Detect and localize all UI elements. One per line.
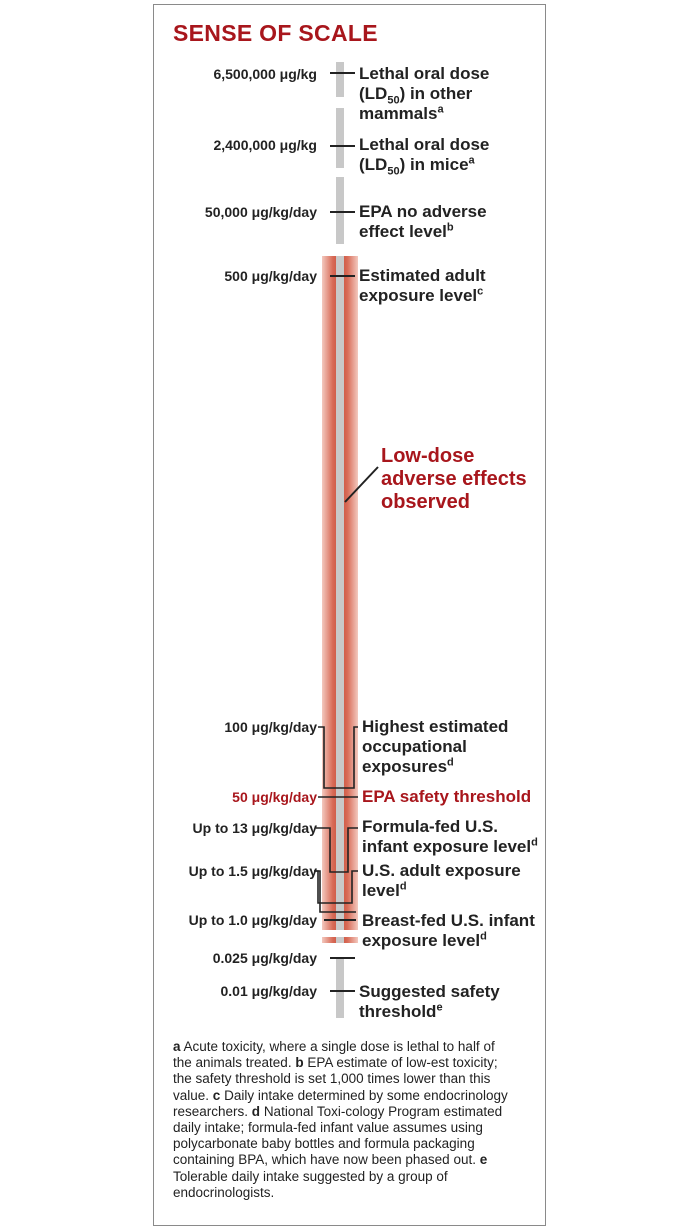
value-us-adult: Up to 1.5 μg/kg/day xyxy=(188,863,317,879)
footnote-text-b: EPA estimate of low-est toxicity; the safety threshold is set 1,000 times lower than this value. xyxy=(173,1055,498,1103)
label-lethal-mammals: Lethal oral dose $(LD_{50})$ in other mammals$^a$ xyxy=(359,64,490,123)
label-lethal-mice: Lethal oral dose $(LD_{50})$ in mice$^a$ xyxy=(359,135,490,178)
low-dose-annotation: Low-dose adverse effects observed xyxy=(381,445,527,513)
infographic-title: SENSE OF SCALE xyxy=(173,20,378,46)
value-occupational: 100 μg/kg/day xyxy=(224,719,317,735)
label-occupational: Highest estimated occupational exposures$^d$ xyxy=(362,717,509,776)
label-epa-safety-threshold: EPA safety threshold xyxy=(362,787,532,806)
footnote-text-c: Daily intake determined by some endocrinology researchers. xyxy=(173,1087,508,1119)
footnote-key-d: d xyxy=(251,1103,261,1119)
label-formula-fed-infant: Formula-fed U.S. infant exposure level$^d$ xyxy=(362,817,538,856)
value-formula-fed-infant: Up to 13 μg/kg/day xyxy=(192,820,317,836)
value-adult-exposure-estimate: 500 μg/kg/day xyxy=(224,268,317,284)
value-suggested-threshold: 0.01 μg/kg/day xyxy=(220,983,317,999)
value-breast-fed-infant: Up to 1.0 μg/kg/day xyxy=(188,912,317,928)
value-0025: 0.025 μg/kg/day xyxy=(212,950,317,966)
footnotes xyxy=(173,1039,513,1201)
label-suggested-threshold: Suggested safety threshold$^e$ xyxy=(359,982,500,1021)
label-breast-fed-infant: Breast-fed U.S. infant exposure level$^d$ xyxy=(362,911,535,950)
footnote-text-a: Acute toxicity, where a single dose is lethal to half of the animals treated. xyxy=(173,1039,495,1071)
label-epa-no-adverse: EPA no adverse effect level$^b$ xyxy=(359,202,487,241)
footnote-key-b: b xyxy=(295,1055,304,1071)
label-us-adult: U.S. adult exposure level$^d$ xyxy=(362,861,521,900)
footnote-key-c: c xyxy=(212,1087,221,1103)
footnote-text-e: Tolerable daily intake suggested by a group of endocrinologists. xyxy=(173,1168,448,1200)
footnote-key-a: a xyxy=(173,1039,181,1054)
low-dose-effects-band xyxy=(322,256,358,943)
value-epa-safety-threshold: 50 μg/kg/day xyxy=(232,789,317,805)
footnote-text-d: National Toxi-cology Program estimated daily intake; formula-fed infant value assumes using polycarbonate baby bottles and formula packaging containing BPA, which have now been phased out. xyxy=(173,1103,503,1168)
value-lethal-mammals: 6,500,000 μg/kg xyxy=(213,66,317,82)
footnote-key-e: e xyxy=(479,1152,488,1168)
value-lethal-mice: 2,400,000 μg/kg xyxy=(213,137,317,153)
value-epa-no-adverse: 50,000 μg/kg/day xyxy=(204,204,317,220)
label-adult-exposure-estimate: Estimated adult exposure level$^c$ xyxy=(359,266,486,305)
